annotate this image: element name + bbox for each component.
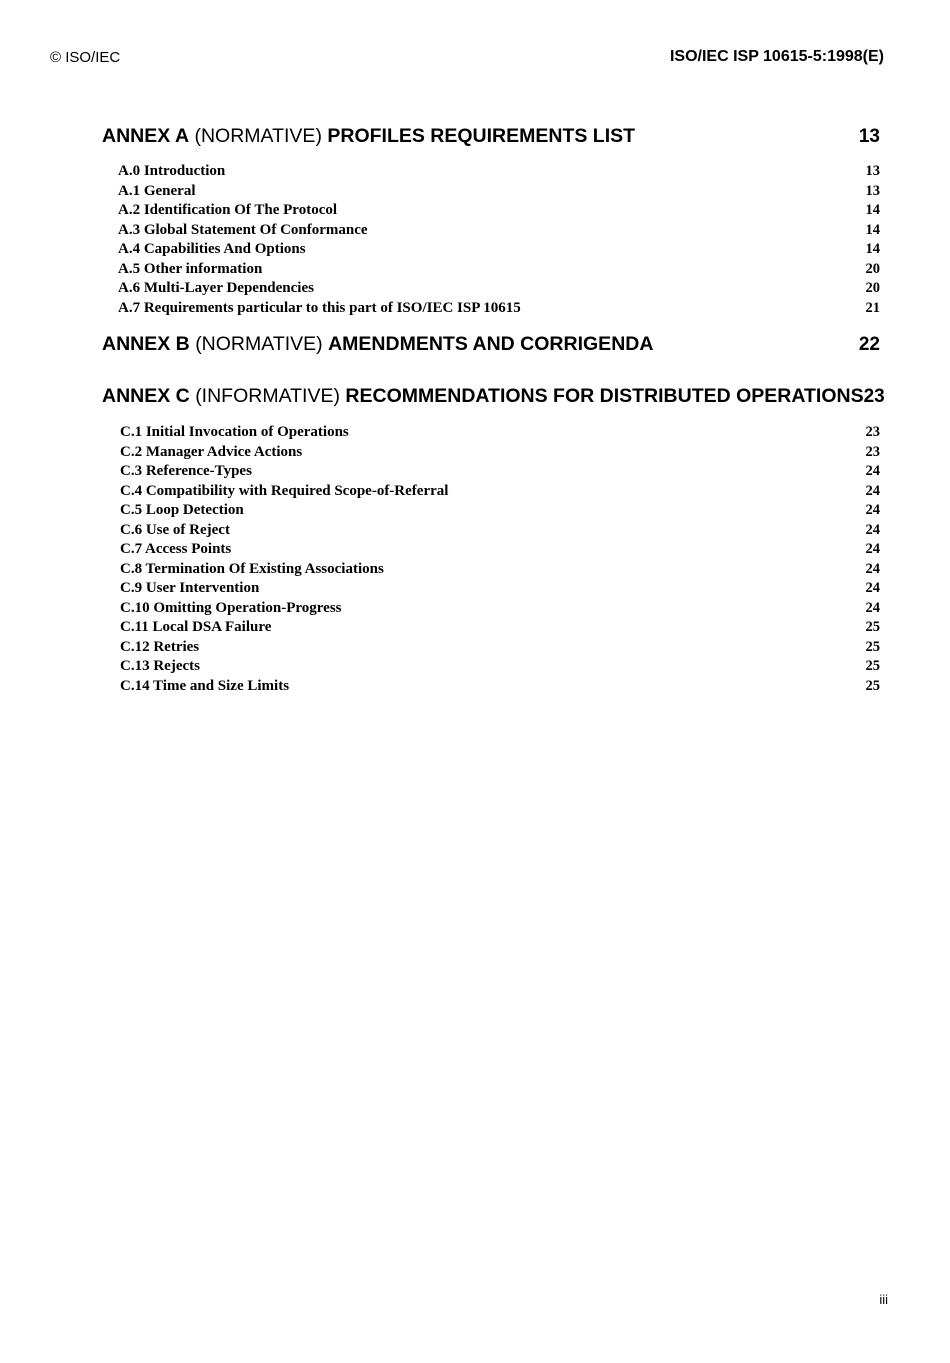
toc-entry-page: 25 [865, 658, 880, 674]
toc-entry[interactable] [120, 443, 880, 463]
annex-c-qualifier: (INFORMATIVE) [195, 385, 340, 407]
toc-entry[interactable] [120, 677, 880, 697]
toc-entry-label: C.6 Use of Reject [120, 521, 230, 538]
toc-entry-page: 20 [865, 260, 880, 277]
annex-b-prefix: ANNEX B [102, 333, 190, 355]
toc-entry[interactable] [120, 657, 880, 677]
annex-a-toc-list [118, 162, 880, 318]
annex-b-page: 22 [858, 334, 880, 355]
toc-entry-page: 23 [865, 424, 880, 440]
toc-entry[interactable] [120, 618, 880, 638]
toc-entry-page: 13 [865, 182, 880, 199]
toc-entry[interactable] [120, 579, 880, 599]
toc-entry[interactable] [120, 599, 880, 619]
toc-entry-page: 25 [865, 677, 880, 694]
toc-entry[interactable] [118, 240, 880, 260]
annex-a-title: PROFILES REQUIREMENTS LIST [327, 125, 636, 147]
toc-entry-page: 24 [865, 580, 880, 596]
toc-entry-label: C.10 Omitting Operation-Progress [120, 599, 342, 616]
annex-b-title: AMENDMENTS AND CORRIGENDA [328, 333, 654, 355]
toc-entry-page: 24 [865, 482, 880, 499]
toc-entry-page: 25 [865, 638, 880, 655]
toc-entry-label: A.1 General [118, 182, 196, 199]
annex-b-qualifier: (NORMATIVE) [195, 333, 323, 355]
toc-entry[interactable] [120, 501, 880, 521]
toc-entry[interactable] [118, 279, 880, 299]
toc-entry-label: C.5 Loop Detection [120, 502, 244, 518]
toc-entry-label: C.2 Manager Advice Actions [120, 443, 303, 460]
toc-entry-page: 24 [865, 599, 880, 616]
toc-entry-page: 25 [865, 619, 880, 635]
annex-a-page: 13 [858, 126, 880, 147]
toc-entry-page: 24 [865, 521, 880, 538]
toc-entry-label: C.12 Retries [120, 638, 200, 655]
toc-entry-page: 24 [865, 502, 880, 518]
annex-c-page: 23 [863, 386, 885, 407]
toc-entry-page: 14 [865, 221, 880, 238]
toc-entry-label: A.5 Other information [118, 260, 263, 277]
annex-b-heading[interactable] [102, 333, 880, 356]
page-number-footer: iii [879, 1292, 888, 1307]
toc-entry-label: A.4 Capabilities And Options [118, 241, 306, 257]
toc-entry[interactable] [118, 299, 880, 319]
toc-entry-page: 20 [865, 280, 880, 296]
toc-entry-page: 24 [865, 541, 880, 557]
toc-entry-label: C.9 User Intervention [120, 580, 260, 596]
toc-entry-page: 14 [865, 241, 880, 257]
annex-c-heading[interactable] [102, 385, 888, 408]
toc-entry-label: C.8 Termination Of Existing Associations [120, 560, 384, 577]
toc-entry[interactable] [120, 423, 880, 443]
toc-entry-label: C.7 Access Points [120, 541, 232, 557]
toc-entry[interactable] [120, 540, 880, 560]
toc-entry-label: A.0 Introduction [118, 163, 226, 179]
copyright-header: © ISO/IEC [50, 49, 121, 66]
annex-c-prefix: ANNEX C [102, 385, 190, 407]
toc-entry[interactable] [118, 221, 880, 241]
toc-entry-page: 21 [865, 299, 880, 316]
toc-entry-page: 14 [865, 202, 880, 218]
toc-entry-page: 23 [865, 443, 880, 460]
toc-entry-label: C.11 Local DSA Failure [120, 619, 272, 635]
toc-entry[interactable] [118, 162, 880, 182]
annex-a-prefix: ANNEX A [102, 125, 190, 147]
annex-c-title: RECOMMENDATIONS FOR DISTRIBUTED OPERATIONS [345, 385, 864, 407]
toc-entry-label: C.1 Initial Invocation of Operations [120, 424, 349, 440]
toc-entry[interactable] [118, 201, 880, 221]
toc-entry-label: C.14 Time and Size Limits [120, 677, 290, 694]
toc-entry[interactable] [120, 638, 880, 658]
annex-c-toc-list [120, 423, 880, 696]
toc-entry-page: 24 [865, 560, 880, 577]
toc-entry-label: C.3 Reference-Types [120, 463, 252, 479]
toc-entry[interactable] [120, 560, 880, 580]
annex-a-heading[interactable] [102, 125, 880, 148]
toc-entry[interactable] [120, 482, 880, 502]
annex-a-qualifier: (NORMATIVE) [194, 125, 322, 147]
toc-entry-label: A.3 Global Statement Of Conformance [118, 221, 368, 238]
toc-entry-label: A.6 Multi-Layer Dependencies [118, 280, 314, 296]
toc-entry-label: A.2 Identification Of The Protocol [118, 202, 338, 218]
toc-entry-label: A.7 Requirements particular to this part of ISO/IEC ISP 10615 [118, 299, 521, 316]
toc-entry[interactable] [118, 260, 880, 280]
toc-entry-page: 13 [865, 163, 880, 179]
document-id-header: ISO/IEC ISP 10615-5:1998(E) [669, 48, 884, 65]
toc-entry[interactable] [120, 462, 880, 482]
toc-entry[interactable] [118, 182, 880, 202]
toc-entry[interactable] [120, 521, 880, 541]
toc-entry-label: C.4 Compatibility with Required Scope-of-Referral [120, 482, 449, 499]
toc-entry-page: 24 [865, 463, 880, 479]
toc-entry-label: C.13 Rejects [120, 658, 200, 674]
